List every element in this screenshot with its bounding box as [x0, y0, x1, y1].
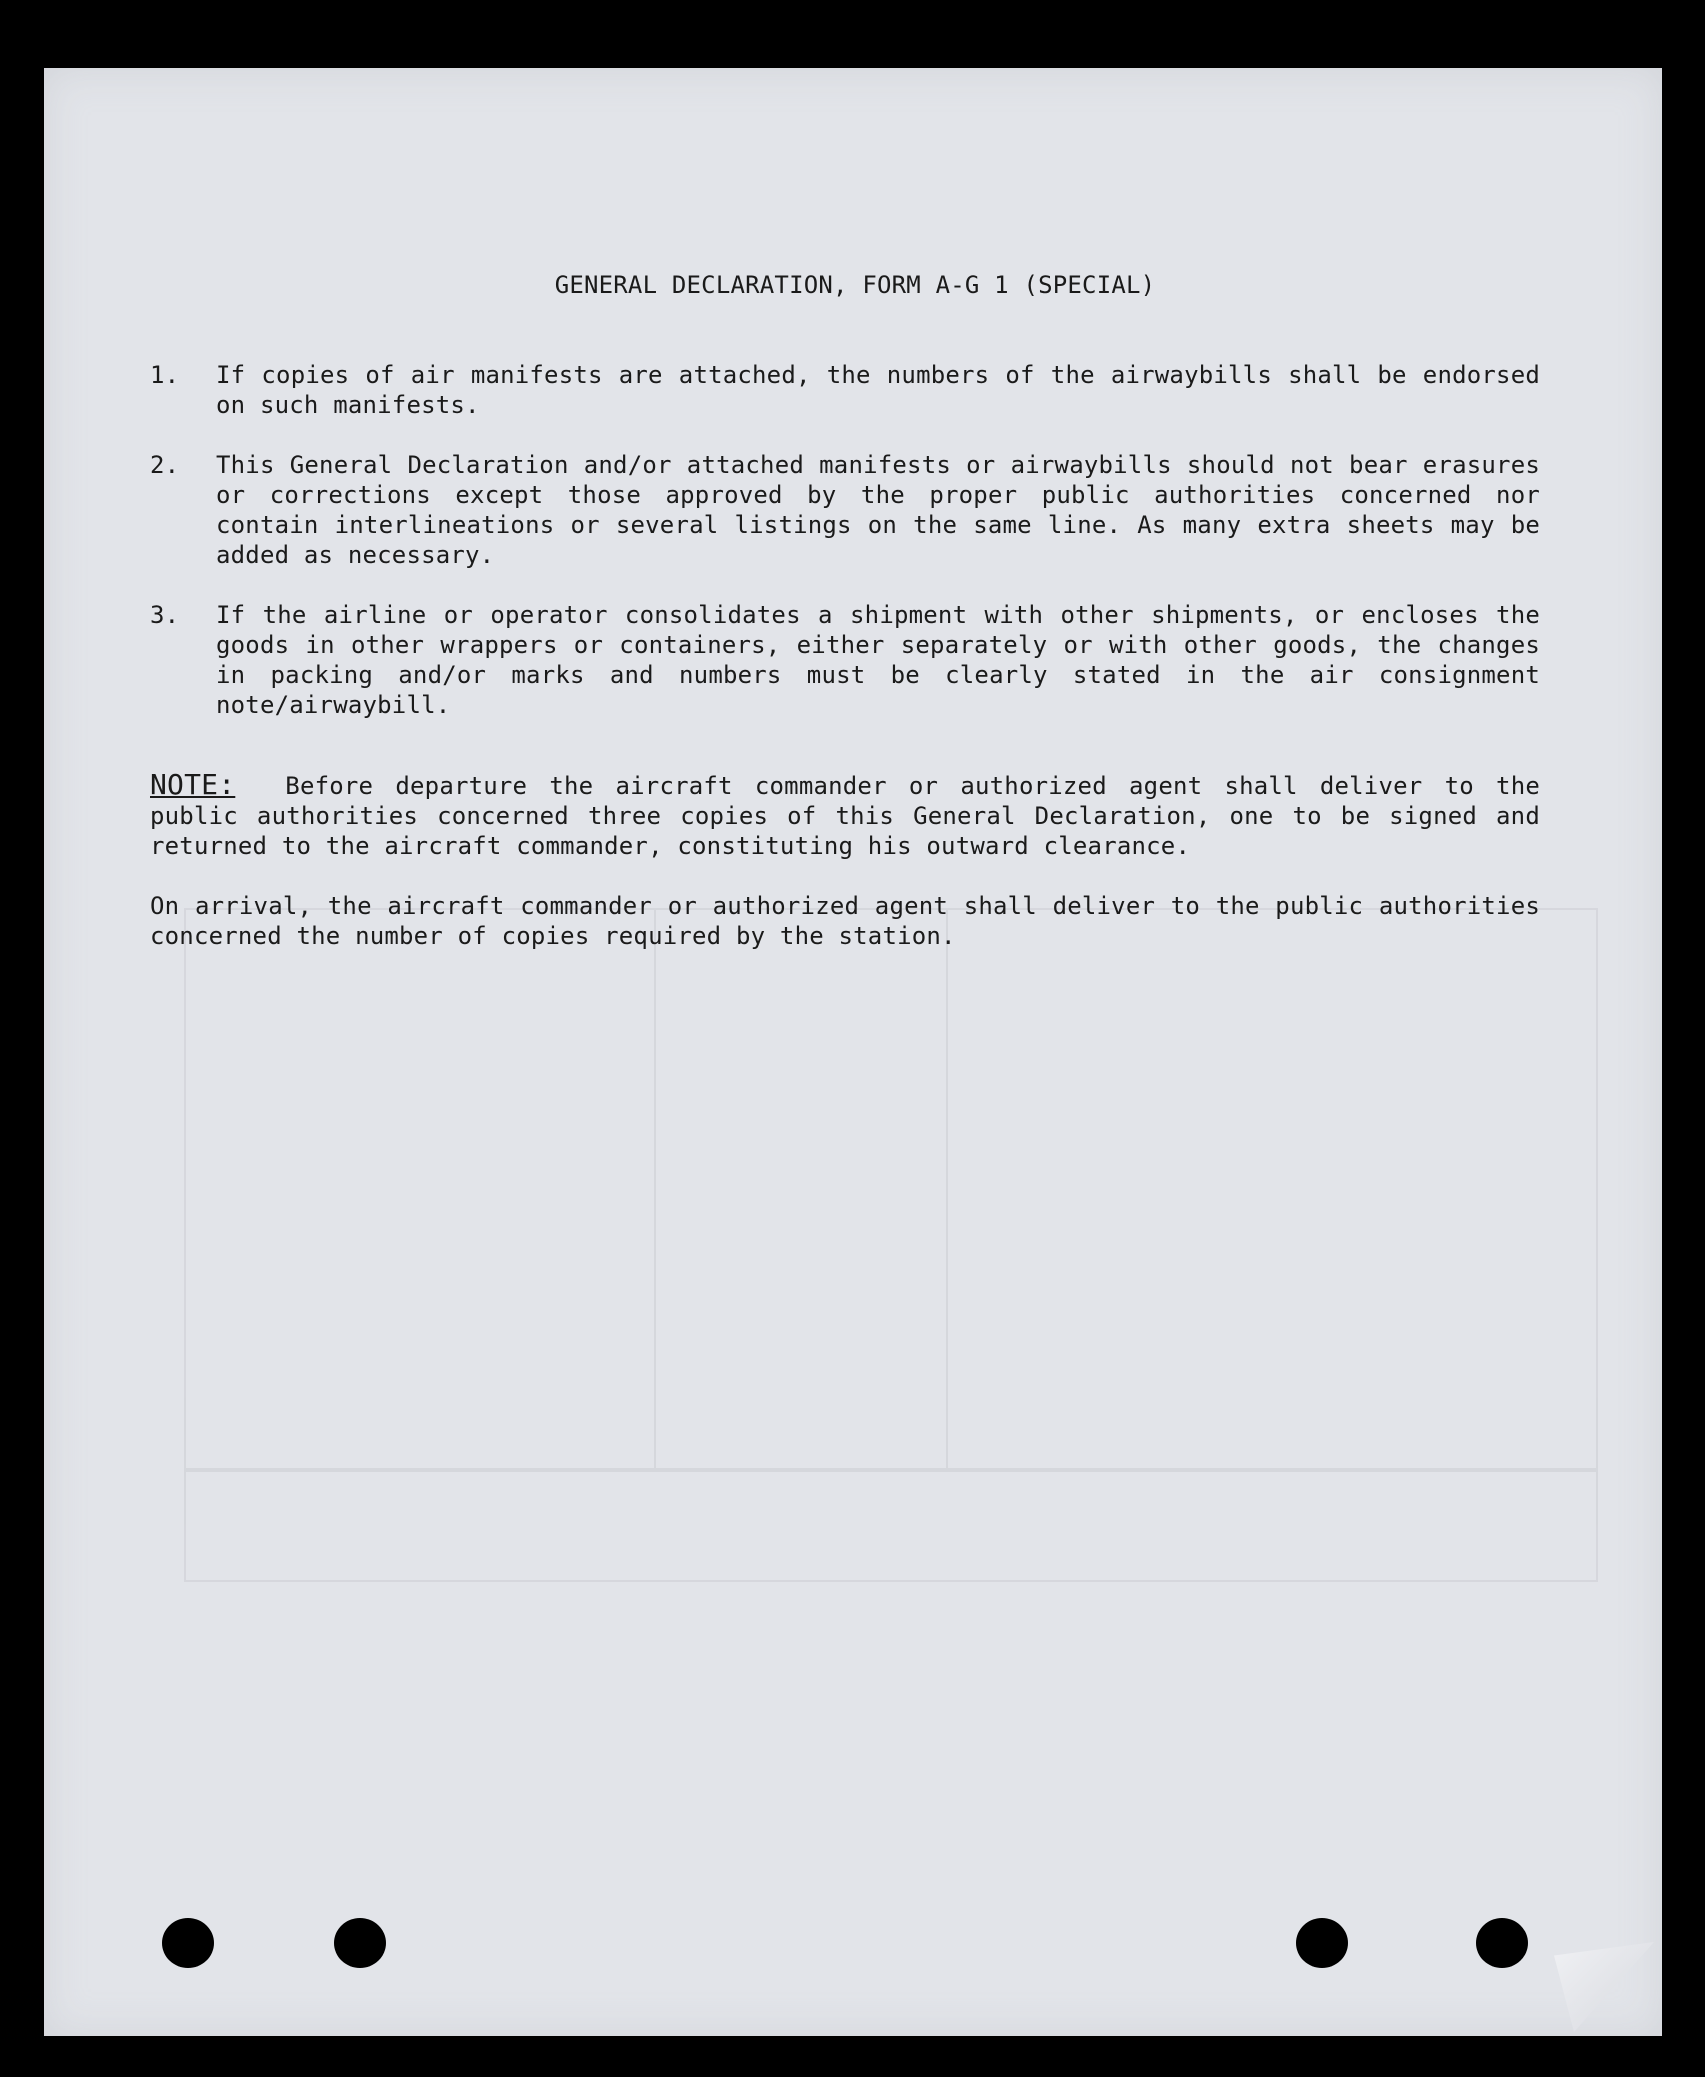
list-item: [150, 450, 1540, 570]
punch-hole: [162, 1918, 214, 1968]
note-label: NOTE:: [150, 768, 236, 801]
bleed-through-texture: [184, 908, 1604, 2008]
folded-corner: [1554, 1942, 1654, 2032]
item-text: This General Declaration and/or attached manifests or airwaybills should not bear erasures or corrections except those approved by the proper public authorities concerned nor contain interlineations or several listings on the same line. As many extra sheets may be added as necessary.: [216, 451, 1540, 569]
page-title: GENERAL DECLARATION, FORM A-G 1 (SPECIAL): [554, 271, 1156, 299]
list-item: [150, 600, 1540, 720]
punch-hole: [334, 1918, 386, 1968]
item-text: If copies of air manifests are attached, the numbers of the airwaybills shall be endorsed on such manifests.: [216, 361, 1540, 419]
arrival-paragraph: On arrival, the aircraft commander or authorized agent shall deliver to the public authorities concerned the number of copies required by the station.: [150, 892, 1540, 950]
punch-hole: [1296, 1918, 1348, 1968]
note-text: Before departure the aircraft commander or authorized agent shall deliver to the public authorities concerned three copies of this General Declaration, one to be signed and returned to the aircraft commander, constituting his outward clearance.: [150, 772, 1540, 860]
item-number: 3.: [150, 601, 180, 629]
punch-hole: [1476, 1918, 1528, 1968]
item-text: If the airline or operator consolidates a shipment with other shipments, or encloses the goods in other wrappers or containers, either separately or with other goods, the changes in packing and/or marks and numbers must be clearly stated in the air consignment note/airwaybill.: [216, 601, 1540, 719]
item-number: 1.: [150, 361, 180, 389]
list-item: [150, 360, 1540, 420]
declaration-text: [150, 270, 1540, 951]
note-paragraph: [150, 770, 1540, 861]
item-number: 2.: [150, 451, 180, 479]
